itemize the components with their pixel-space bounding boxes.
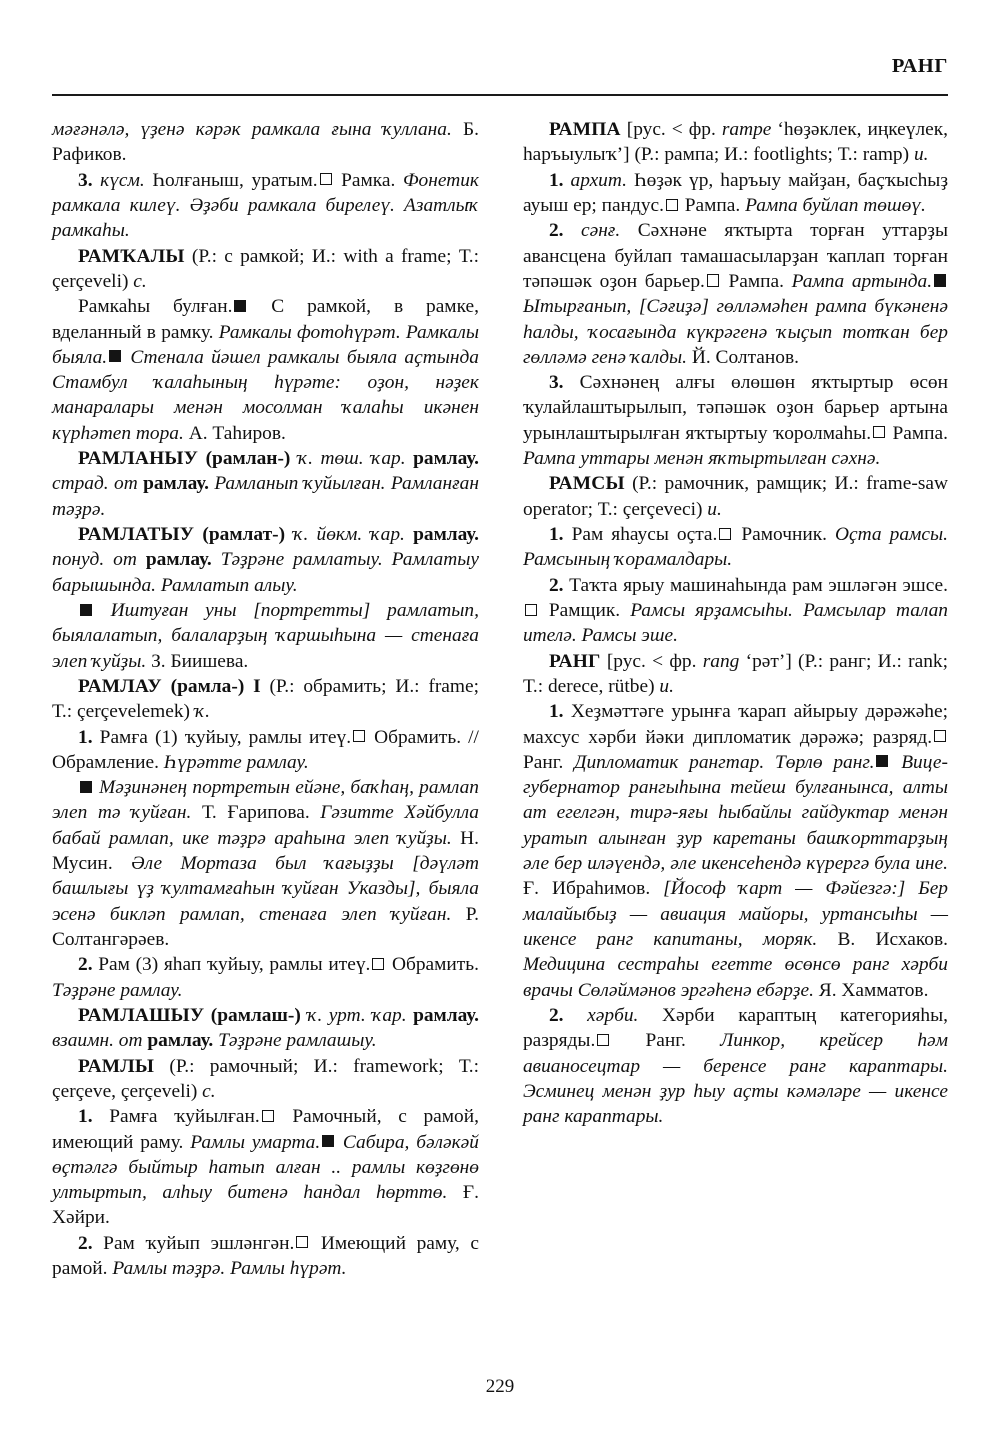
text-run: Рампа. [679,194,746,216]
headword: РАМЛАУ [78,675,162,697]
text-run: В. Исхаков. [817,929,949,950]
text-run: Обрамить. [386,954,479,976]
italic-run: Тәҙрәне рамлатыу. Рамлатыу барышында. Рамлатып алыу. [52,549,479,596]
italic-run: Рампа буйлап төшөү. [745,194,926,216]
italic-run: Тәҙрәне рамлау. [52,979,183,1001]
sense-block [523,522,948,573]
italic-run: Медицина сестраһы егетте өсөнсө ранг хәрби врачы Сөләймәнов эргәһенә ебәрҙе. [522,954,948,1001]
right-column [523,117,948,1130]
italic-run: Линкор, крейсер һәм авианосецтар — беренсе ранг караптары. Эсминец менән ҙур һыу аҫты кәмәләре — икенсе ранг караптары. [522,1030,948,1128]
sense-block [52,1104,479,1231]
italic-run: и. [913,144,929,166]
italic-run: ҡ. төш. ҡар. [290,448,406,470]
dictionary-entry [52,244,479,295]
italic-run: Әле Мортаза был ҡағыҙҙы [дәүләт башлығы үҙ ҡултамғаһын ҡуйған Указды], быяла эсенә бикләп рамлап, стенаға элеп ҡуйған. [52,853,479,925]
italic-run: Рампа уттары менән яҡтыртылған сәхнә. [522,448,881,470]
text-run: (Р.: обрамить; И.: frame; Т.: çerçevelemek) [52,675,479,723]
text-run: Хәрби караптың категорияһы, разряды. [522,1004,948,1052]
citation-block [52,598,479,674]
italic-run: сәнғ. [563,220,621,242]
headword: РАМҠАЛЫ [78,245,185,267]
translation-marker-icon [666,199,678,211]
italic-run: rang [702,650,740,672]
italic-run: Оҫта рамсы. Рамсының ҡорамалдары. [522,524,948,571]
text-run: Рамкаһы булған. [78,296,233,318]
italic-run: взаимн. от [52,1030,143,1052]
text-run: Рам (3) яһап ҡуйыу, рамлы итеү. [92,954,371,976]
italic-run: хәрби. [563,1004,639,1026]
citation-marker-icon [934,274,946,286]
text-run: Рамға (1) ҡуйыу, рамлы итеү. [92,726,352,748]
italic-run: архит. [563,169,627,191]
dictionary-entry [52,1003,479,1054]
italic-run: Рамланып ҡуйылған. Рамланған тәҙрә. [52,473,479,520]
italic-run: мәғәнәлә, үҙенә кәрәк рамкала ғына ҡуллана. [52,119,452,140]
dictionary-entry [52,446,479,522]
translation-marker-icon [320,173,332,185]
italic-run: Рамкалы фотоһүрәт. Рамкалы быяла. [52,321,479,368]
italic-run: с. [133,270,147,292]
sense-block [52,168,479,244]
headword: РАНГ [548,650,601,672]
text-run: Рам ҡуйып эшләнгән. [92,1232,295,1254]
citation-marker-icon [80,781,92,793]
citation-marker-icon [80,604,92,616]
citation-marker-icon [322,1135,334,1147]
dictionary-entry [52,1054,479,1105]
italic-run: Рамсы ярҙамсыһы. Рамсылар талап ителә. Рамсы эше. [522,599,948,647]
text-run: Ғ. Хәйри. [52,1182,479,1229]
bold-run: рамлау. [137,473,209,495]
text-run: Хеҙмәттәге урынға ҡарап айырыу дәрәжәһе; махсус хәрби йәки дипломатик дәрәжә; разряд. [522,701,948,748]
bold-run: 2. [548,574,564,596]
translation-marker-icon [525,604,537,616]
italic-run: и. [707,498,722,520]
dictionary-entry [52,674,479,725]
headword: РАМЛАНЫУ [78,448,199,470]
text-columns [52,117,948,1281]
running-head: РАНГ [891,55,948,77]
italic-run: ҡ. йөкм. ҡар. [285,524,405,545]
page-number: 229 [485,1376,515,1397]
italic-run: күсм. [92,169,145,191]
text-run: Рамға ҡуйылған. [92,1106,260,1128]
bold-run: 1. [548,169,564,191]
text-run: Н. Мусин. [52,827,479,875]
bold-run: 1. [78,726,93,748]
page-header [52,56,948,90]
translation-marker-icon [372,958,384,970]
text-run: Рамщик. [538,599,631,621]
italic-run: и. [659,675,674,697]
bold-run: 3. [78,169,93,191]
italic-run: Тәҙрәне рамлашыу. [213,1030,377,1052]
text-run: Сәхнәнең алғы өлөшөн яҡтыртыр өсөн ҡулайлаштырылып, тәпәшәк оҙон барьер артына урынлаштырылған яҡтыртыу ҡоролмаһы. [522,372,948,444]
text-run: [рус. < фр. [600,650,703,672]
text-run: Ранг. [522,751,575,773]
italic-run: Мәҙинәнең портретын ейәне, баҡһаң, рамлап элеп тә ҡуйған. [52,777,479,824]
text-run: А. Таһиров. [183,422,286,444]
dictionary-entry [523,471,948,522]
italic-run: Стенала йәшел рамкалы быяла аҫтында Стамбул ҡалаһының һүрәте: оҙон, нәҙек манаралары менән мосолман ҡалаһы икәнен күрһәтеп тора. [52,346,479,444]
headword: РАМЛАШЫУ [78,1004,205,1026]
text-run: (Р.: рамочный; И.: framework; Т.: çerçeve, çerçeveli) [52,1055,479,1102]
italic-run: ҡ. [194,701,210,723]
translation-marker-icon [597,1034,609,1046]
italic-run: понуд. от [52,549,137,571]
dictionary-entry [523,117,948,168]
translation-marker-icon [296,1236,308,1248]
text-run: Һолғаныш, уратым. [144,169,318,191]
italic-run: Рампа артында. [791,270,933,292]
text-run: Рампа. [720,270,792,292]
text-run: (Р.: рамочник, рамщик; И.: frame-saw operator; Т.: çerçeveci) [522,473,948,520]
italic-run: Ытырғанып, [Сәғиҙә] гөлләмәһен рампа бүкәненә һалды, ҡосағында күкрәгенә ҡыҫып тотҡан бер гөлләмә генә ҡалды. [522,296,948,368]
sense-block [52,952,479,1003]
sense-block [523,699,948,1003]
continuation-block [52,117,479,168]
text-run: Ранг. [611,1030,721,1052]
translation-marker-icon [353,730,365,742]
dictionary-entry [52,522,479,598]
text-run: (Р.: с рамкой; И.: with a frame; Т.: çerçeveli) [52,245,479,292]
text-run: Т. Ғарипова. [191,802,321,824]
header-rule [52,94,948,96]
headword: РАМЛАТЫУ [78,524,195,545]
text-run: Имеющий раму, с рамой. [52,1232,479,1280]
text-run: Р. Солтангәрәев. [52,903,479,950]
text-run: З. Биишева. [146,650,249,672]
headword: РАМПА [548,119,621,140]
sense-block [523,370,948,471]
sense-block [523,168,948,219]
sense-block [52,294,479,446]
italic-run: Дипломатик рангтар. Төрлө ранг. [574,751,875,773]
bold-run: рамлау. [406,1004,479,1026]
sense-block [52,1231,479,1282]
text-run: Сәхнәне яҡтырта торған уттарҙы авансцена буйлап тамашасыларҙан ҡаплап торған тәпәшәк оҙон барьер. [522,220,948,292]
text-run: Рамочный, с рамой, имеющий раму. [52,1106,479,1153]
text-run: Рамочник. [733,524,836,545]
text-run: Я. Хамматов. [813,979,929,1001]
sense-block [52,725,479,776]
bold-run: 2. [548,1004,564,1026]
italic-run: Фонетик рамкала килеү. Әҙәби рамкала бирелеү. Азатлыҡ рамкаһы. [52,169,479,242]
headword: РАМЛЫ [78,1055,155,1077]
text-run: Рам яһаусы оҫта. [563,524,718,545]
text-run: ‘рәт’] (Р.: ранг; И.: rank; Т.: derece, rütbe) [522,650,948,697]
text-run: С рамкой, в рамке, вделанный в рамку. [52,296,479,343]
bold-run: (рамлат-) [194,524,286,545]
italic-run: ҡ. урт. ҡар. [300,1004,407,1026]
italic-run: [Йософ ҡарт — Фәйезгә:] Бер малайыбыҙ — авиация майоры, уртансыһы — икенсе ранг капитаны, моряк. [522,878,948,950]
bold-run: (рамлан-) [198,448,291,470]
bold-run: 2. [548,220,564,242]
italic-run: Сабира, бәләкәй өҫтәлгә быйтыр һатып алған .. рамлы көҙгөнө ултыртып, алһыу битенә һандал һөрттө. [52,1131,479,1204]
text-run: Һөҙәк үр, һаръыу майҙан, баҫҡысһыҙ ауыш ер; пандус. [522,169,948,216]
italic-run: Рамлы умарта. [190,1131,321,1153]
bold-run: 1. [548,701,564,723]
italic-run: страд. от [52,473,138,495]
translation-marker-icon [873,426,885,438]
bold-run: рамлау. [404,524,479,545]
text-run: Й. Солтанов. [686,346,799,368]
translation-marker-icon [719,528,731,540]
headword: РАМСЫ [548,473,625,495]
bold-run: рамлау. [405,448,479,470]
bold-run: 1. [78,1106,93,1128]
text-run: Рамка. [333,169,403,191]
citation-marker-icon [876,755,888,767]
sense-block [523,573,948,649]
bold-run: 1. [548,524,564,545]
bold-run: 3. [548,372,564,394]
bold-run: рамлау. [142,1030,214,1052]
italic-run: Һүрәтте рамлау. [163,751,309,773]
sense-block [523,218,948,370]
citation-block [52,775,479,952]
text-run: Б. Рафиков. [52,119,479,166]
translation-marker-icon [262,1110,274,1122]
text-run: Ғ. Ибраһимов. [522,878,664,900]
bold-run: 2. [78,1232,93,1254]
bold-run: рамлау. [136,549,212,571]
italic-run: rampe [721,119,772,140]
text-run: Таҡта ярыу машинаһында рам эшләгән эшсе. [563,574,948,596]
italic-run: Рамлы тәҙрә. Рамлы һүрәт. [112,1258,347,1280]
sense-block [523,1003,948,1130]
text-run: [рус. < фр. [620,119,722,140]
italic-run: Иштуған уны [портретты] рамлатып, быялалатып, балаларҙың ҡаршыһына — стенаға элеп ҡуйҙы. [52,599,479,672]
italic-run: Гәзитте Хәйбулла бабай рамлап, ике тәҙрә араһына элеп ҡуйҙы. [52,802,479,849]
bold-run: (рамлаш-) [204,1004,301,1026]
left-column [52,117,479,1281]
dictionary-entry [523,649,948,700]
text-run: ‘һөҙәклек, иңкеүлек, һаръыулыҡ’] (Р.: рампа; И.: footlights; Т.: ramp) [522,119,949,166]
translation-marker-icon [707,274,719,286]
bold-run: 2. [78,954,93,976]
italic-run: Вице-губернатор рангыһына тейеш булғанынса, алты ат егелгән, тирә-яғы һыбайлы гайдуктар менән уратып алынған ҙур каретаны башҡорттарҙың әле бер иләүендә, әле икенсеһендә күрергә була ине. [522,751,948,875]
citation-marker-icon [234,300,246,312]
bold-run: (рамла-) I [161,675,261,697]
text-run: Рампа. [886,422,949,444]
italic-run: с. [202,1080,216,1102]
citation-marker-icon [109,350,121,362]
text-run: Обрамить. // Обрамление. [52,726,479,773]
translation-marker-icon [934,730,946,742]
